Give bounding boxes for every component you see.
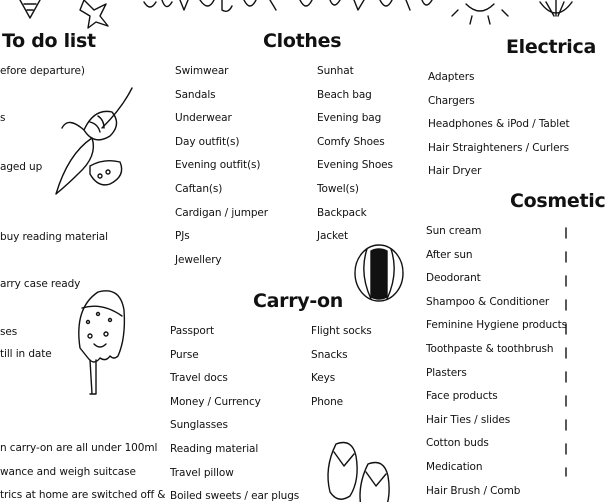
- beach-ball-icon: [353, 243, 407, 305]
- clothes-item: Comfy Shoes: [317, 135, 385, 148]
- bikini-icon: [50, 86, 140, 196]
- carry-on-item: Reading material: [170, 443, 259, 455]
- todo-item: n carry-on are all under 100ml: [0, 442, 158, 454]
- cosmetics-item: After sun: [426, 248, 473, 261]
- clothes-item: Swimwear: [175, 65, 229, 77]
- cosmetics-item: Cotton buds: [426, 437, 489, 450]
- ice-lolly-icon: [68, 288, 128, 398]
- clothes-item: Underwear: [175, 112, 232, 125]
- todo-item: efore departure): [0, 65, 85, 77]
- carry-on-heading: Carry-on: [253, 290, 343, 312]
- clothes-item: Evening outfit(s): [175, 159, 261, 172]
- todo-item: arry case ready: [0, 278, 81, 290]
- electrical-item: Chargers: [428, 94, 475, 107]
- ice-cream-cone-icon: [18, 0, 58, 20]
- todo-heading: To do list: [2, 30, 96, 52]
- clothes-heading: Clothes: [263, 30, 342, 52]
- carry-on-item: Travel pillow: [170, 466, 234, 479]
- cosmetics-item: Deodorant: [426, 272, 481, 285]
- clothes-item: Beach bag: [317, 88, 372, 101]
- clothes-item: Evening Shoes: [317, 159, 393, 172]
- cosmetics-item: Hair Ties / slides: [426, 413, 511, 426]
- header-title-fragment: [140, 0, 440, 16]
- clothes-item: Towel(s): [317, 183, 359, 195]
- cosmetics-item: Feminine Hygiene products: [426, 319, 568, 332]
- electrical-heading: Electrica: [506, 36, 596, 58]
- clothes-item: Evening bag: [317, 112, 382, 125]
- clothes-item: Cardigan / jumper: [175, 206, 268, 219]
- clothes-item: Sandals: [175, 88, 216, 101]
- cosmetics-item: Toothpaste & toothbrush: [426, 343, 554, 355]
- clothes-item: PJs: [175, 230, 190, 243]
- cosmetics-item: Plasters: [426, 366, 467, 379]
- todo-item: till in date: [0, 348, 52, 360]
- cosmetics-col2-fragments: [565, 226, 571, 476]
- todo-item: aged up: [0, 161, 43, 173]
- clothes-item: Jewellery: [175, 253, 222, 266]
- carry-on-item: Sunglasses: [170, 419, 228, 432]
- carry-on-item: Phone: [311, 395, 344, 408]
- cosmetics-item: Medication: [426, 461, 483, 473]
- seashell-icon: [536, 0, 576, 24]
- electrical-item: Adapters: [428, 71, 475, 83]
- carry-on-item: Purse: [170, 348, 199, 361]
- todo-item: buy reading material: [0, 231, 108, 243]
- cosmetics-item: Sun cream: [426, 225, 482, 237]
- electrical-item: Headphones & iPod / Tablet: [428, 118, 570, 131]
- electrical-item: Hair Straighteners / Curlers: [428, 141, 570, 154]
- electrical-item: Hair Dryer: [428, 165, 482, 178]
- carry-on-item: Passport: [170, 325, 214, 337]
- cosmetics-item: Shampoo & Conditioner: [426, 295, 550, 308]
- clothes-item: Jacket: [317, 230, 348, 243]
- cosmetics-item: Face products: [426, 390, 498, 403]
- cosmetics-heading: Cosmetic: [510, 190, 605, 212]
- clothes-item: Backpack: [317, 206, 367, 219]
- carry-on-item: Keys: [311, 372, 336, 385]
- clothes-item: Sunhat: [317, 65, 354, 77]
- flip-flops-icon: [318, 438, 398, 502]
- carry-on-item: Money / Currency: [170, 395, 261, 408]
- carry-on-item: Boiled sweets / ear plugs: [170, 490, 300, 502]
- clothes-item: Caftan(s): [175, 183, 223, 195]
- cosmetics-item: Hair Brush / Comb: [426, 484, 521, 497]
- sun-icon: [450, 0, 510, 28]
- carry-on-item: Flight socks: [311, 325, 372, 337]
- carry-on-item: Snacks: [311, 348, 348, 361]
- carry-on-item: Travel docs: [170, 372, 228, 385]
- todo-item: s: [0, 112, 6, 124]
- clothes-item: Day outfit(s): [175, 135, 240, 148]
- todo-item: wance and weigh suitcase: [0, 466, 136, 478]
- starfish-icon: [80, 0, 130, 30]
- todo-item: ses: [0, 326, 18, 338]
- todo-item: trics at home are switched off &: [0, 489, 166, 501]
